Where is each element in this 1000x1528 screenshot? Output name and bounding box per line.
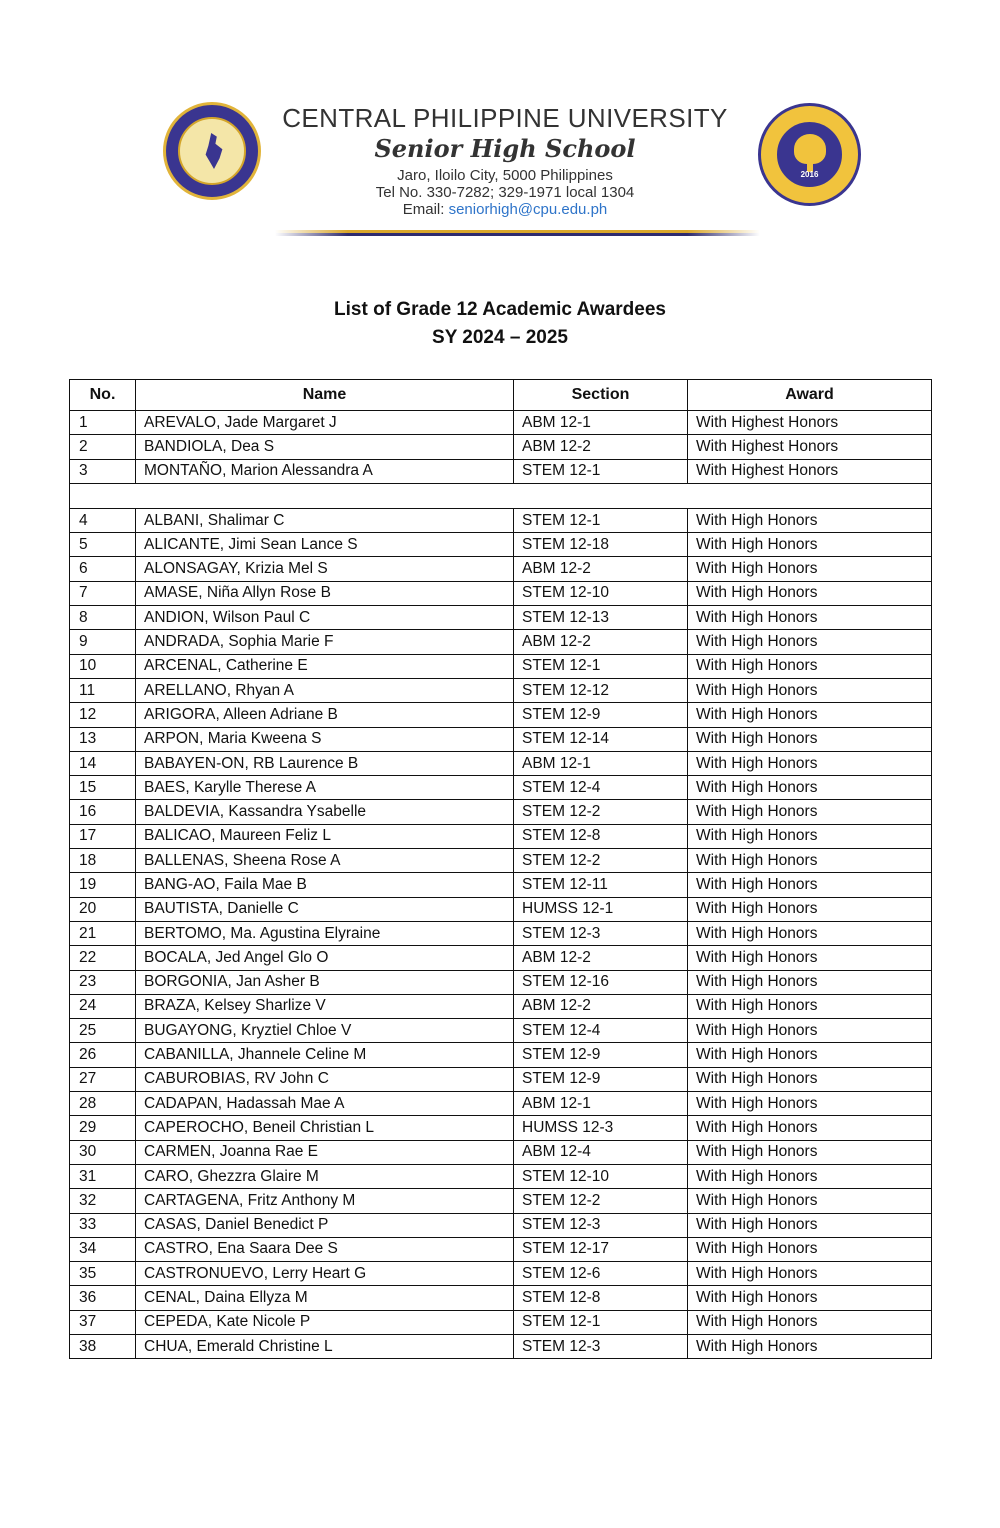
cell-award: With High Honors xyxy=(688,630,932,654)
cell-name: ARELLANO, Rhyan A xyxy=(136,678,514,702)
cell-no: 12 xyxy=(70,703,136,727)
table-row xyxy=(70,1092,932,1116)
table-row xyxy=(70,921,932,945)
cell-section: STEM 12-9 xyxy=(514,1043,688,1067)
cell-no: 38 xyxy=(70,1334,136,1358)
table-row xyxy=(70,751,932,775)
cell-name: BUGAYONG, Kryztiel Chloe V xyxy=(136,1019,514,1043)
cell-name: CARMEN, Joanna Rae E xyxy=(136,1140,514,1164)
cell-no: 7 xyxy=(70,581,136,605)
cell-award: With High Honors xyxy=(688,1189,932,1213)
table-row xyxy=(70,873,932,897)
cell-section: STEM 12-6 xyxy=(514,1262,688,1286)
cell-award: With High Honors xyxy=(688,1116,932,1140)
cell-section: STEM 12-3 xyxy=(514,1213,688,1237)
cell-award: With High Honors xyxy=(688,946,932,970)
cell-section: STEM 12-10 xyxy=(514,581,688,605)
cell-section: STEM 12-18 xyxy=(514,533,688,557)
cell-no: 16 xyxy=(70,800,136,824)
cell-award: With High Honors xyxy=(688,994,932,1018)
seal-year: 2016 xyxy=(800,170,819,179)
cell-no: 34 xyxy=(70,1237,136,1261)
cell-no: 4 xyxy=(70,508,136,532)
university-seal-logo xyxy=(163,102,261,200)
cell-name: CENAL, Daina Ellyza M xyxy=(136,1286,514,1310)
cell-award: With High Honors xyxy=(688,824,932,848)
cell-name: CABANILLA, Jhannele Celine M xyxy=(136,1043,514,1067)
table-row xyxy=(70,678,932,702)
table-row xyxy=(70,776,932,800)
cell-name: CABUROBIAS, RV John C xyxy=(136,1067,514,1091)
cell-name: BAES, Karylle Therese A xyxy=(136,776,514,800)
cell-name: ANDRADA, Sophia Marie F xyxy=(136,630,514,654)
cell-section: STEM 12-16 xyxy=(514,970,688,994)
cell-award: With High Honors xyxy=(688,678,932,702)
cell-name: BOCALA, Jed Angel Glo O xyxy=(136,946,514,970)
cell-no: 30 xyxy=(70,1140,136,1164)
table-row xyxy=(70,1213,932,1237)
school-name: Senior High School xyxy=(374,134,636,163)
table-row xyxy=(70,1019,932,1043)
cell-award: With High Honors xyxy=(688,1019,932,1043)
cell-award: With High Honors xyxy=(688,1164,932,1188)
cell-name: MONTAÑO, Marion Alessandra A xyxy=(136,459,514,483)
table-row xyxy=(70,703,932,727)
cell-no: 33 xyxy=(70,1213,136,1237)
cell-award: With Highest Honors xyxy=(688,459,932,483)
cell-name: AREVALO, Jade Margaret J xyxy=(136,411,514,435)
table-header-row xyxy=(70,380,932,411)
table-row xyxy=(70,1116,932,1140)
cell-no: 13 xyxy=(70,727,136,751)
cell-name: BERTOMO, Ma. Agustina Elyraine xyxy=(136,921,514,945)
cell-section: STEM 12-1 xyxy=(514,654,688,678)
cell-section: STEM 12-2 xyxy=(514,1189,688,1213)
cell-name: BAUTISTA, Danielle C xyxy=(136,897,514,921)
cell-section: STEM 12-17 xyxy=(514,1237,688,1261)
header-section: Section xyxy=(514,380,688,411)
table-row xyxy=(70,1164,932,1188)
cell-name: BALICAO, Maureen Feliz L xyxy=(136,824,514,848)
cell-no: 15 xyxy=(70,776,136,800)
table-row xyxy=(70,1310,932,1334)
cell-no: 29 xyxy=(70,1116,136,1140)
high-honors-group xyxy=(70,508,932,1358)
cell-name: CASAS, Daniel Benedict P xyxy=(136,1213,514,1237)
cell-name: BORGONIA, Jan Asher B xyxy=(136,970,514,994)
cell-no: 31 xyxy=(70,1164,136,1188)
table-row xyxy=(70,1237,932,1261)
blank-separator-row xyxy=(70,483,932,508)
cell-no: 23 xyxy=(70,970,136,994)
cell-award: With High Honors xyxy=(688,1262,932,1286)
cell-no: 20 xyxy=(70,897,136,921)
cell-name: CARO, Ghezzra Glaire M xyxy=(136,1164,514,1188)
cell-name: ARIGORA, Alleen Adriane B xyxy=(136,703,514,727)
group-separator xyxy=(70,483,932,508)
cell-name: BABAYEN-ON, RB Laurence B xyxy=(136,751,514,775)
cell-name: BANG-AO, Faila Mae B xyxy=(136,873,514,897)
cell-award: With High Honors xyxy=(688,533,932,557)
title-line-2: SY 2024 – 2025 xyxy=(432,327,568,348)
cell-award: With High Honors xyxy=(688,970,932,994)
cell-no: 35 xyxy=(70,1262,136,1286)
cell-no: 36 xyxy=(70,1286,136,1310)
cell-award: With High Honors xyxy=(688,751,932,775)
header-name: Name xyxy=(136,380,514,411)
document-title xyxy=(0,296,1000,352)
table-row xyxy=(70,1189,932,1213)
cell-name: ANDION, Wilson Paul C xyxy=(136,606,514,630)
cell-award: With High Honors xyxy=(688,606,932,630)
cell-no: 8 xyxy=(70,606,136,630)
table-row xyxy=(70,533,932,557)
cell-no: 6 xyxy=(70,557,136,581)
cell-name: CAPEROCHO, Beneil Christian L xyxy=(136,1116,514,1140)
table-row xyxy=(70,727,932,751)
cell-no: 26 xyxy=(70,1043,136,1067)
cell-name: BALDEVIA, Kassandra Ysabelle xyxy=(136,800,514,824)
cell-section: ABM 12-2 xyxy=(514,630,688,654)
cell-award: With High Honors xyxy=(688,557,932,581)
header-award: Award xyxy=(688,380,932,411)
cell-name: BRAZA, Kelsey Sharlize V xyxy=(136,994,514,1018)
cell-section: STEM 12-4 xyxy=(514,776,688,800)
cell-award: With High Honors xyxy=(688,1286,932,1310)
letterhead-divider xyxy=(275,230,760,237)
table-row xyxy=(70,411,932,435)
cell-no: 32 xyxy=(70,1189,136,1213)
cell-award: With High Honors xyxy=(688,1067,932,1091)
cell-name: ALICANTE, Jimi Sean Lance S xyxy=(136,533,514,557)
cell-name: CEPEDA, Kate Nicole P xyxy=(136,1310,514,1334)
title-line-1: List of Grade 12 Academic Awardees xyxy=(334,299,666,320)
cell-no: 10 xyxy=(70,654,136,678)
email-label: Email: xyxy=(402,201,449,218)
table-row xyxy=(70,1140,932,1164)
table-row xyxy=(70,1262,932,1286)
table-row xyxy=(70,557,932,581)
table-row xyxy=(70,849,932,873)
cell-section: STEM 12-11 xyxy=(514,873,688,897)
cell-no: 19 xyxy=(70,873,136,897)
cell-section: STEM 12-12 xyxy=(514,678,688,702)
cell-no: 14 xyxy=(70,751,136,775)
cell-section: ABM 12-2 xyxy=(514,994,688,1018)
header-no: No. xyxy=(70,380,136,411)
cell-name: ALBANI, Shalimar C xyxy=(136,508,514,532)
cell-name: ARCENAL, Catherine E xyxy=(136,654,514,678)
table-row xyxy=(70,994,932,1018)
school-address: Jaro, Iloilo City, 5000 Philippines xyxy=(397,167,613,184)
school-telephone: Tel No. 330-7282; 329-1971 local 1304 xyxy=(375,184,635,201)
cell-section: ABM 12-2 xyxy=(514,946,688,970)
cell-no: 3 xyxy=(70,459,136,483)
cell-name: AMASE, Niña Allyn Rose B xyxy=(136,581,514,605)
cell-section: STEM 12-2 xyxy=(514,849,688,873)
cell-award: With High Honors xyxy=(688,776,932,800)
university-name: CENTRAL PHILIPPINE UNIVERSITY xyxy=(282,103,728,133)
highest-honors-group xyxy=(70,411,932,484)
cell-section: HUMSS 12-1 xyxy=(514,897,688,921)
cell-award: With High Honors xyxy=(688,1213,932,1237)
cell-section: STEM 12-4 xyxy=(514,1019,688,1043)
cell-award: With High Honors xyxy=(688,508,932,532)
cell-section: ABM 12-1 xyxy=(514,1092,688,1116)
cell-section: ABM 12-1 xyxy=(514,751,688,775)
table-row xyxy=(70,581,932,605)
cell-award: With High Honors xyxy=(688,921,932,945)
table-row xyxy=(70,654,932,678)
school-email-line xyxy=(270,201,740,218)
cell-name: ARPON, Maria Kweena S xyxy=(136,727,514,751)
cell-name: CASTRO, Ena Saara Dee S xyxy=(136,1237,514,1261)
cell-award: With High Honors xyxy=(688,703,932,727)
cell-section: STEM 12-1 xyxy=(514,1310,688,1334)
cell-no: 5 xyxy=(70,533,136,557)
cell-section: ABM 12-4 xyxy=(514,1140,688,1164)
email-link[interactable]: seniorhigh@cpu.edu.ph xyxy=(448,201,608,218)
table-row xyxy=(70,1043,932,1067)
cell-section: STEM 12-2 xyxy=(514,800,688,824)
cell-no: 27 xyxy=(70,1067,136,1091)
cell-section: STEM 12-13 xyxy=(514,606,688,630)
cell-no: 22 xyxy=(70,946,136,970)
cell-section: ABM 12-2 xyxy=(514,557,688,581)
table-row xyxy=(70,508,932,532)
cell-section: STEM 12-1 xyxy=(514,508,688,532)
table-row xyxy=(70,800,932,824)
cell-no: 24 xyxy=(70,994,136,1018)
cell-section: STEM 12-1 xyxy=(514,459,688,483)
cell-no: 17 xyxy=(70,824,136,848)
senior-high-school-seal-logo xyxy=(758,103,861,206)
cell-section: STEM 12-3 xyxy=(514,1334,688,1358)
table-row xyxy=(70,630,932,654)
cell-section: STEM 12-14 xyxy=(514,727,688,751)
table-row xyxy=(70,1067,932,1091)
cell-award: With High Honors xyxy=(688,897,932,921)
table-row xyxy=(70,1286,932,1310)
cell-award: With High Honors xyxy=(688,1310,932,1334)
cell-section: ABM 12-1 xyxy=(514,411,688,435)
cell-no: 18 xyxy=(70,849,136,873)
cell-section: STEM 12-9 xyxy=(514,1067,688,1091)
cell-name: BALLENAS, Sheena Rose A xyxy=(136,849,514,873)
cell-no: 21 xyxy=(70,921,136,945)
cell-no: 2 xyxy=(70,435,136,459)
cell-name: CASTRONUEVO, Lerry Heart G xyxy=(136,1262,514,1286)
cell-no: 37 xyxy=(70,1310,136,1334)
cell-award: With High Honors xyxy=(688,873,932,897)
cell-award: With High Honors xyxy=(688,800,932,824)
cell-award: With High Honors xyxy=(688,1237,932,1261)
table-row xyxy=(70,897,932,921)
cell-award: With Highest Honors xyxy=(688,435,932,459)
cell-section: ABM 12-2 xyxy=(514,435,688,459)
cell-section: STEM 12-3 xyxy=(514,921,688,945)
letterhead xyxy=(0,0,1000,250)
table-row xyxy=(70,824,932,848)
table-row xyxy=(70,459,932,483)
cell-name: CARTAGENA, Fritz Anthony M xyxy=(136,1189,514,1213)
cell-no: 1 xyxy=(70,411,136,435)
cell-section: STEM 12-9 xyxy=(514,703,688,727)
cell-name: CADAPAN, Hadassah Mae A xyxy=(136,1092,514,1116)
table-row xyxy=(70,606,932,630)
cell-section: STEM 12-8 xyxy=(514,824,688,848)
cell-name: CHUA, Emerald Christine L xyxy=(136,1334,514,1358)
cell-section: HUMSS 12-3 xyxy=(514,1116,688,1140)
cell-award: With High Honors xyxy=(688,654,932,678)
awardees-table xyxy=(69,379,932,1359)
cell-award: With High Honors xyxy=(688,1140,932,1164)
cell-name: BANDIOLA, Dea S xyxy=(136,435,514,459)
cell-section: STEM 12-8 xyxy=(514,1286,688,1310)
cell-name: ALONSAGAY, Krizia Mel S xyxy=(136,557,514,581)
cell-no: 28 xyxy=(70,1092,136,1116)
cell-award: With High Honors xyxy=(688,727,932,751)
cell-award: With High Honors xyxy=(688,849,932,873)
cell-award: With Highest Honors xyxy=(688,411,932,435)
cell-award: With High Honors xyxy=(688,1092,932,1116)
letterhead-text xyxy=(270,103,740,218)
table-row xyxy=(70,1334,932,1358)
table-row xyxy=(70,946,932,970)
cell-award: With High Honors xyxy=(688,1043,932,1067)
table-row xyxy=(70,970,932,994)
cell-no: 25 xyxy=(70,1019,136,1043)
cell-no: 11 xyxy=(70,678,136,702)
cell-no: 9 xyxy=(70,630,136,654)
cell-award: With High Honors xyxy=(688,1334,932,1358)
table-row xyxy=(70,435,932,459)
cell-award: With High Honors xyxy=(688,581,932,605)
cell-section: STEM 12-10 xyxy=(514,1164,688,1188)
